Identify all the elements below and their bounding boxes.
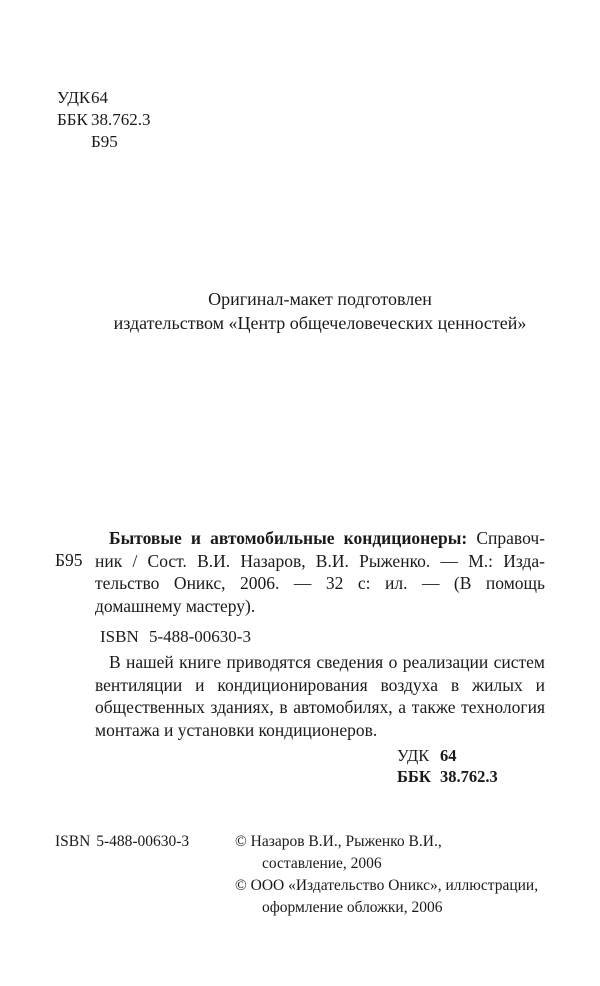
annotation-line-1: В нашей книге приводятся сведения о реализации систем xyxy=(109,652,545,672)
bib-text xyxy=(95,527,545,617)
author-code: Б95 xyxy=(91,132,118,151)
copyright-compilers-line-1: © Назаров В.И., Рыженко В.И., xyxy=(235,833,442,850)
bib-line-3: тельство Оникс, 2006. — 32 с: ил. — (В помощь xyxy=(95,573,545,593)
preparer-line-1: Оригинал-макет подготовлен xyxy=(208,289,432,309)
udk-value: 64 xyxy=(91,88,108,107)
isbn-footer: ISBN 5-488-00630-3 xyxy=(55,833,190,850)
bib-margin-code: Б95 xyxy=(55,550,83,570)
author-code-spacer xyxy=(57,131,91,153)
bbk-value: 38.762.3 xyxy=(91,110,151,129)
bib-line-1 xyxy=(95,527,545,550)
preparer-line-2: издательством «Центр общечеловеческих ценностей» xyxy=(113,313,527,333)
copyright-publisher-line-2: оформление обложки, 2006 xyxy=(262,899,443,916)
annotation-line-3: общественных зданиях, в автомобилях, а также технология xyxy=(95,697,545,717)
bib-line-4: домашнему мастеру). xyxy=(95,595,256,616)
bbk-value-bottom: 38.762.3 xyxy=(440,767,498,786)
udk-label-bottom: УДК xyxy=(397,746,430,765)
preparer-note xyxy=(95,287,545,335)
isbn-number: ISBN 5-488-00630-3 xyxy=(100,627,251,646)
copyright-notices xyxy=(235,831,580,919)
top-classification-codes xyxy=(57,87,151,153)
udk-label: УДК xyxy=(57,88,91,107)
annotation-line-2: вентиляции и кондиционирования воздуха в жилых и xyxy=(95,674,545,695)
udk-row xyxy=(57,87,151,109)
copyright-publisher-line-1: © ООО «Издательство Оникс», иллюстрации, xyxy=(235,877,539,894)
author-code-row xyxy=(57,131,151,153)
annotation-paragraph xyxy=(95,651,545,741)
annotation-line-4: монтажа и установки кондиционеров. xyxy=(95,719,378,740)
copyright-compilers-line-2: составление, 2006 xyxy=(262,855,382,872)
udk-row-bottom xyxy=(397,745,498,766)
bbk-row-bottom xyxy=(397,766,498,787)
bbk-label: ББК xyxy=(57,110,88,129)
bbk-row xyxy=(57,109,151,131)
bbk-label-bottom: ББК xyxy=(397,767,431,786)
bibliographic-entry xyxy=(55,527,545,617)
bib-line-1-rest: Справоч- xyxy=(467,528,545,548)
bottom-classification-codes xyxy=(397,745,498,787)
bib-title: Бытовые и автомобильные кондиционеры: xyxy=(109,528,468,548)
bib-line-2: ник / Сост. В.И. Назаров, В.И. Рыженко. — М.: Изда- xyxy=(95,550,545,571)
udk-value-bottom: 64 xyxy=(440,746,457,765)
